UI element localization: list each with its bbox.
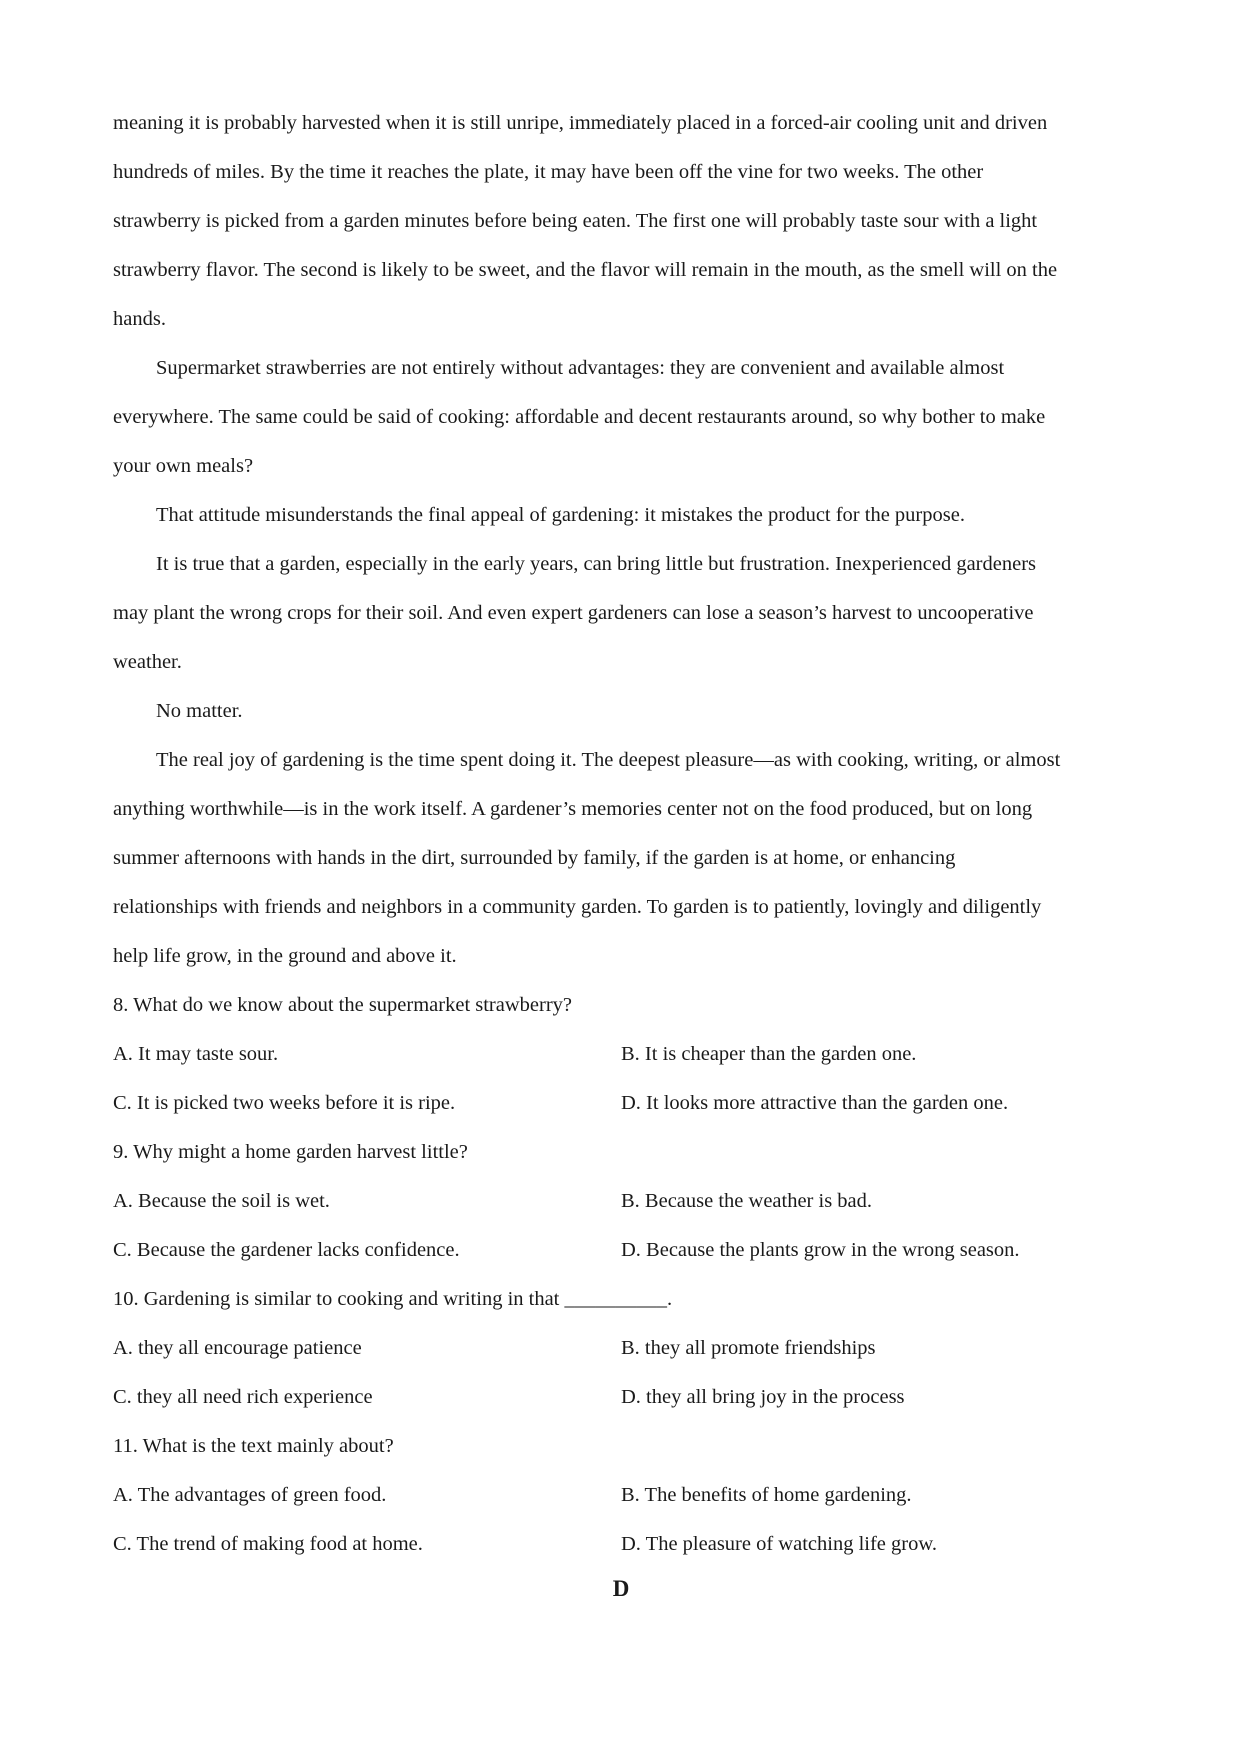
text-line: help life grow, in the ground and above it. — [113, 945, 457, 967]
paragraph-1 — [113, 99, 1129, 344]
option-b: B. they all promote friendships — [621, 1337, 876, 1359]
text-line: No matter. — [156, 700, 243, 722]
option-row — [113, 1520, 1129, 1569]
question-stem: 11. What is the text mainly about? — [113, 1435, 394, 1457]
option-b: B. Because the weather is bad. — [621, 1190, 873, 1212]
option-b: B. It is cheaper than the garden one. — [621, 1043, 917, 1065]
paragraph-4 — [113, 540, 1129, 687]
option-b: B. The benefits of home gardening. — [621, 1484, 912, 1506]
text-line: everywhere. The same could be said of cooking: affordable and decent restaurants around, so why bother to make — [113, 406, 1046, 428]
option-c: C. It is picked two weeks before it is ripe. — [113, 1092, 456, 1114]
text-line: relationships with friends and neighbors in a community garden. To garden is to patiently, lovingly and diligently — [113, 896, 1042, 918]
paragraph-3 — [113, 491, 1129, 540]
text-line: Supermarket strawberries are not entirely without advantages: they are convenient and available almost — [156, 357, 1005, 379]
text-line: your own meals? — [113, 455, 254, 477]
question-stem: 10. Gardening is similar to cooking and writing in that __________. — [113, 1288, 673, 1310]
text-line: meaning it is probably harvested when it is still unripe, immediately placed in a forced-air cooling unit and driven — [113, 112, 1048, 134]
text-line: anything worthwhile—is in the work itself. A gardener’s memories center not on the food produced, but on long — [113, 798, 1033, 820]
option-row — [113, 1226, 1129, 1275]
text-line: summer afternoons with hands in the dirt, surrounded by family, if the garden is at home, or enhancing — [113, 847, 956, 869]
option-a: A. Because the soil is wet. — [113, 1190, 330, 1212]
text-line: weather. — [113, 651, 182, 673]
option-row — [113, 1324, 1129, 1373]
text-line: may plant the wrong crops for their soil. And even expert gardeners can lose a season’s harvest to uncooperative — [113, 602, 1034, 624]
paragraph-6 — [113, 736, 1129, 981]
text-line: That attitude misunderstands the final appeal of gardening: it mistakes the product for the purpose. — [156, 504, 965, 526]
text-line: The real joy of gardening is the time spent doing it. The deepest pleasure—as with cooking, writing, or almost — [156, 749, 1061, 771]
paragraph-2 — [113, 344, 1129, 491]
text-line: hundreds of miles. By the time it reaches the plate, it may have been off the vine for two weeks. The other — [113, 161, 984, 183]
option-a: A. they all encourage patience — [113, 1337, 362, 1359]
paragraph-5 — [113, 687, 1129, 736]
option-a: A. It may taste sour. — [113, 1043, 279, 1065]
option-d: D. The pleasure of watching life grow. — [621, 1533, 937, 1555]
question-9 — [113, 1128, 1129, 1275]
text-line: strawberry is picked from a garden minutes before being eaten. The first one will probably taste sour with a light — [113, 210, 1038, 232]
option-row — [113, 1030, 1129, 1079]
question-stem: 9. Why might a home garden harvest little? — [113, 1141, 468, 1163]
document-page — [113, 99, 1129, 1609]
option-d: D. they all bring joy in the process — [621, 1386, 905, 1408]
option-c: C. they all need rich experience — [113, 1386, 373, 1408]
section-heading: D — [612, 1576, 630, 1601]
option-row — [113, 1471, 1129, 1520]
question-8 — [113, 981, 1129, 1128]
option-row — [113, 1177, 1129, 1226]
question-11 — [113, 1422, 1129, 1569]
option-d: D. It looks more attractive than the garden one. — [621, 1092, 1009, 1114]
option-row — [113, 1079, 1129, 1128]
text-line: strawberry flavor. The second is likely to be sweet, and the flavor will remain in the mouth, as the smell will on the — [113, 259, 1058, 281]
option-a: A. The advantages of green food. — [113, 1484, 387, 1506]
text-line: hands. — [113, 308, 166, 330]
text-line: It is true that a garden, especially in the early years, can bring little but frustration. Inexperienced gardeners — [156, 553, 1037, 575]
option-c: C. The trend of making food at home. — [113, 1533, 423, 1555]
option-d: D. Because the plants grow in the wrong season. — [621, 1239, 1020, 1261]
question-10 — [113, 1275, 1129, 1422]
question-stem: 8. What do we know about the supermarket strawberry? — [113, 994, 573, 1016]
option-row — [113, 1373, 1129, 1422]
option-c: C. Because the gardener lacks confidence. — [113, 1239, 460, 1261]
